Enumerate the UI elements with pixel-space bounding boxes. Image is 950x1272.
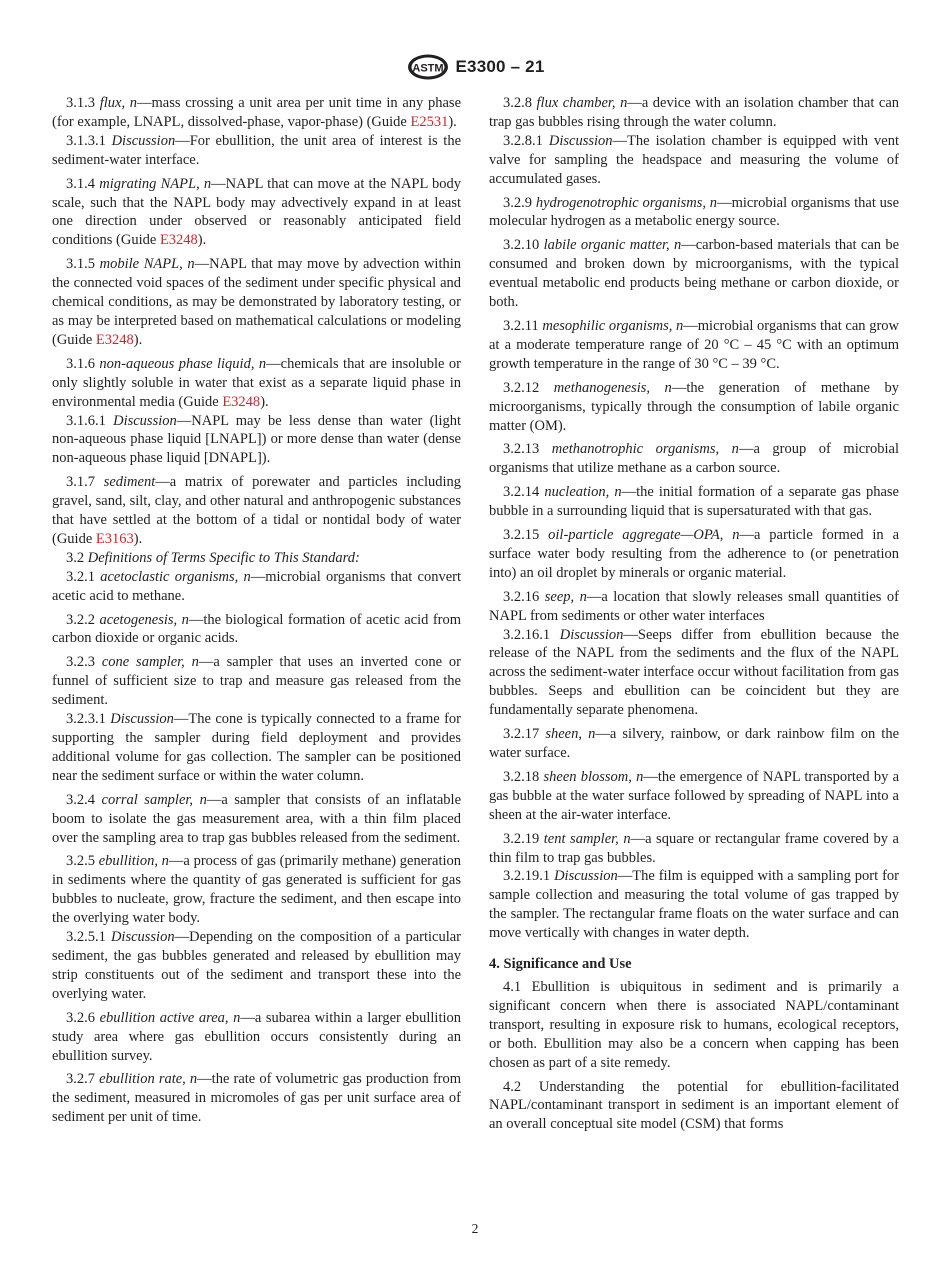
- paragraph-text: —microbial organisms that convert acetic acid to methane.: [52, 568, 462, 604]
- definition-paragraph: [52, 255, 461, 350]
- page-number: 2: [471, 1221, 479, 1236]
- definition-paragraph: [52, 412, 461, 469]
- paragraph-text: —Seeps differ from ebullition because the release of the NAPL from the sediments and the flux of the NAPL across the sediment-water interface occur without facilitation from gas bubbles. Seeps and ebullition can be coincident but they are fundamentally separate phenomena.: [489, 626, 900, 719]
- left-column: [52, 94, 461, 1127]
- defined-term: tent sampler, n: [543, 830, 631, 847]
- paragraph-text: 3.1.6.1: [66, 412, 114, 429]
- defined-term: ebullition rate, n: [99, 1071, 198, 1088]
- paragraph-text: —a sampler that consists of an inflatable boom to isolate the gas measurement area, with a thin film placed over the sampling area to trap gas bubbles released from the sediment.: [52, 791, 461, 846]
- paragraph-4-2: 4.2 Understanding the potential for ebullition-facilitated NAPL/contaminant transport in sediment is an important element of an overall conceptual site model (CSM) that forms: [489, 1078, 899, 1133]
- defined-term: sheen blossom, n: [543, 768, 644, 785]
- definition-paragraph: [489, 483, 899, 521]
- paragraph-text: —a device with an isolation chamber that can trap gas bubbles rising through the water column.: [489, 95, 899, 130]
- paragraph-text: 3.2.7: [66, 1071, 100, 1088]
- defined-term: Discussion: [559, 626, 624, 643]
- definition-paragraph: [489, 768, 899, 825]
- paragraph-text: 3.2.16.1: [503, 626, 560, 643]
- definition-paragraph: [489, 526, 899, 583]
- paragraph-text: 3.2.5.1: [66, 929, 111, 946]
- paragraph-text: 3.1.3.1: [66, 132, 112, 149]
- definition-paragraph: [489, 440, 899, 478]
- paragraph-text: —The isolation chamber is equipped with vent valve for sampling the headspace and measuring the volume of accumulated gases.: [489, 132, 899, 187]
- defined-term: methanotrophic organisms, n: [551, 441, 739, 458]
- paragraph-text: —the emergence of NAPL transported by a gas bubble at the water surface followed by spreading of NAPL into a sheen at the air-water interface.: [489, 768, 900, 823]
- paragraph-text: 3.2.17: [503, 726, 546, 743]
- paragraph-text: 3.2.2: [66, 611, 100, 628]
- paragraph-text: —a matrix of porewater and particles including gravel, sand, silt, clay, and other natural and anthropogenic substances that have settled at the bottom of a tidal or nontidal body of water (Guide: [52, 474, 461, 547]
- defined-term: hydrogenotrophic organisms, n: [535, 194, 718, 211]
- defined-term: ebullition, n: [98, 853, 169, 870]
- paragraph-text: —NAPL that may move by advection within the connected void spaces of the sediment under specific physical and chemical conditions, as may be demonstrated by laboratory testing, or as may be interpreted based on mathematical calculations or modeling (Guide: [52, 256, 462, 348]
- definition-paragraph: [52, 653, 461, 710]
- right-column-definitions: [489, 94, 899, 943]
- paragraph-text: 3.2.4: [66, 791, 102, 808]
- paragraph-text: 3.2.15: [503, 527, 549, 544]
- paragraph-text: 3.2.16: [503, 588, 545, 605]
- defined-term: labile organic matter, n: [543, 237, 682, 254]
- paragraph-text: 3.2: [66, 549, 88, 566]
- paragraph-text: 3.2.18: [503, 768, 544, 785]
- definition-paragraph: [52, 94, 461, 132]
- defined-term: ebullition active area, n: [99, 1009, 241, 1026]
- defined-term: Discussion: [113, 412, 177, 429]
- defined-term: non-aqueous phase liquid, n: [99, 355, 267, 372]
- paragraph-text: 3.2.14: [503, 484, 545, 501]
- paragraph-text: —The film is equipped with a sampling port for sample collection and measuring the total volume of gas trapped by the sampler. The rectangular frame floats on the water surface and can move vertically with changes in water depth.: [489, 868, 900, 942]
- paragraph-text: —a particle formed in a surface water body resulting from the adherence to (or penetration into) an oil droplet by minerals or organic material.: [489, 527, 900, 581]
- definition-paragraph: [489, 830, 899, 868]
- definition-paragraph: [52, 132, 461, 170]
- definition-paragraph: [52, 1070, 461, 1127]
- definition-paragraph: [52, 175, 461, 251]
- paragraph-text: —chemicals that are insoluble or only slightly soluble in water that exist as a separate liquid phase in environmental media (Guide: [52, 355, 461, 410]
- paragraph-text: 3.1.7: [66, 474, 104, 491]
- paragraph-text: 3.1.3: [66, 95, 100, 111]
- paragraph-text: ).: [260, 393, 269, 410]
- right-column: [489, 94, 899, 1134]
- defined-term: seep, n: [544, 588, 587, 605]
- section-heading: 4. Significance and Use: [489, 956, 632, 973]
- paragraph-text: ).: [133, 530, 143, 547]
- paragraph-text: ).: [197, 232, 207, 249]
- defined-term: oil-particle aggregate—OPA, n: [548, 527, 740, 544]
- paragraph-text: 3.2.3: [66, 654, 102, 671]
- paragraph-text: 3.2.11: [503, 317, 543, 334]
- paragraph-text: 3.2.5: [66, 853, 99, 870]
- definition-paragraph: [489, 317, 899, 374]
- definition-paragraph: [52, 473, 461, 549]
- paragraph-text: —NAPL that can move at the NAPL body scale, such that the NAPL body may advectively expand in at least one direction under observed or reasonably anticipated field conditions (Guide: [52, 175, 461, 249]
- paragraph-text: —a subarea within a larger ebullition study area where gas ebullition occurs consistently during an ebullition survey.: [52, 1009, 461, 1064]
- paragraph-text: ).: [133, 331, 143, 348]
- paragraph-text: —a location that slowly releases small quantities of NAPL from sediments or other water interfaces: [489, 588, 900, 624]
- definition-paragraph: [489, 588, 899, 626]
- defined-term: flux, n: [99, 95, 138, 111]
- paragraph-text: 3.2.8: [503, 95, 537, 111]
- paragraph-text: —microbial organisms that use molecular hydrogen as a metabolic energy source.: [489, 194, 900, 230]
- definition-paragraph: [52, 1009, 461, 1066]
- paragraph-text: —For ebullition, the unit area of interest is the sediment-water interface.: [52, 132, 462, 168]
- defined-term: sheen, n: [545, 726, 596, 743]
- paragraph-text: 3.2.3.1: [66, 711, 111, 728]
- paragraph-4-1: 4.1 Ebullition is ubiquitous in sediment and is primarily a significant concern when there is associated NAPL/contaminant transport, resulting in exposure risk to humans, ecological receptors, or both. Ebullition may also be a concern when capping has been chosen as part of a site remedy.: [489, 978, 899, 1071]
- paragraph-text: —a square or rectangular frame covered by a thin film to trap gas bubbles.: [489, 830, 899, 866]
- defined-term: Discussion: [110, 929, 175, 946]
- defined-term: Discussion: [110, 711, 174, 728]
- definition-paragraph: [52, 549, 461, 568]
- paragraph-text: 3.2.19: [503, 830, 544, 847]
- paragraph-text: —the generation of methane by microorganisms, typically through the consumption of labile organic matter (OM).: [489, 379, 900, 434]
- paragraph-text: 3.2.19.1: [503, 868, 555, 885]
- paragraph-text: 3.2.13: [503, 441, 552, 458]
- definition-paragraph: [489, 132, 899, 189]
- definition-paragraph: [489, 236, 899, 312]
- definition-paragraph: [489, 94, 899, 132]
- page-header: [0, 52, 950, 82]
- defined-term: Discussion: [111, 132, 176, 149]
- defined-term: acetogenesis, n: [99, 611, 189, 628]
- defined-term: cone sampler, n: [101, 654, 199, 671]
- standard-reference-link[interactable]: E3248: [159, 232, 198, 249]
- definition-paragraph: [489, 194, 899, 232]
- paragraph-text: —Depending on the composition of a particular sediment, the gas bubbles generated and released by ebullition may strip constituents out of the sediment and transport these into the overlying water.: [52, 929, 462, 1002]
- defined-term: Discussion: [554, 868, 618, 885]
- definition-paragraph: [52, 355, 461, 412]
- paragraph-text: —carbon-based materials that can be consumed and broken down by microorganisms, with the typical eventual metabolic end products being methane or carbon dioxide, or both.: [489, 237, 900, 311]
- paragraph-text: 3.2.1: [66, 568, 101, 585]
- astm-logo-icon: [406, 53, 450, 81]
- definition-paragraph: [52, 710, 461, 786]
- standard-reference-link[interactable]: E3248: [95, 331, 134, 348]
- definition-paragraph: [52, 611, 461, 649]
- paragraph-text: —a process of gas (primarily methane) generation in sediments where the quantity of gas generated is sufficient for gas bubbles to nucleate, grow, fracture the sediment, and then escape into the overlying water body.: [52, 853, 461, 927]
- svg-text:ASTM: ASTM: [411, 62, 444, 75]
- definition-paragraph: [489, 626, 899, 721]
- definition-paragraph: [52, 852, 461, 928]
- defined-term: mobile NAPL, n: [99, 256, 195, 273]
- paragraph-text: —a sampler that uses an inverted cone or funnel of sufficient size to trap and measure gas released from the sediment.: [52, 654, 461, 709]
- paragraph-text: ).: [448, 113, 457, 130]
- paragraph-text: 3.2.10: [503, 237, 544, 254]
- defined-term: sediment: [103, 474, 156, 491]
- standard-reference-link[interactable]: E2531: [410, 113, 449, 130]
- definition-paragraph: [52, 791, 461, 848]
- defined-term: flux chamber, n: [536, 95, 628, 111]
- definition-paragraph: [52, 928, 461, 1004]
- paragraph-text: —NAPL may be less dense than water (light non-aqueous phase liquid [LNAPL]) or more dense than water (dense non-aqueous phase liquid [DNAPL]).: [52, 412, 462, 467]
- paragraph-text: 3.1.6: [66, 355, 100, 372]
- paragraph-text: —the initial formation of a separate gas phase bubble in a surrounding liquid that is supersaturated with that gas.: [489, 484, 899, 520]
- paragraph-text: —the rate of volumetric gas production from the sediment, measured in micromoles of gas per unit surface area of sediment per unit of time.: [52, 1071, 462, 1126]
- paragraph-text: 3.2.9: [503, 194, 536, 211]
- paragraph-text: 3.2.8.1: [503, 132, 549, 149]
- defined-term: migrating NAPL, n: [99, 175, 212, 192]
- paragraph-text: 3.2.6: [66, 1009, 100, 1026]
- standard-reference-link[interactable]: E3248: [222, 393, 261, 410]
- standard-reference-link[interactable]: E3163: [95, 530, 134, 547]
- definition-paragraph: [489, 725, 899, 763]
- paragraph-text: —a group of microbial organisms that utilize methane as a carbon source.: [489, 441, 899, 477]
- defined-term: Definitions of Terms Specific to This Standard:: [87, 549, 360, 566]
- defined-term: Discussion: [548, 132, 613, 149]
- defined-term: methanogenesis, n: [553, 379, 672, 396]
- paragraph-text: —the biological formation of acetic acid from carbon dioxide or organic acids.: [52, 611, 461, 647]
- paragraph-text: 3.1.5: [66, 256, 100, 273]
- paragraph-text: 3.2.12: [503, 379, 554, 396]
- definition-paragraph: [489, 379, 899, 436]
- paragraph-text: 3.1.4: [66, 175, 100, 192]
- defined-term: acetoclastic organisms, n: [100, 568, 251, 585]
- paragraph-text: —a silvery, rainbow, or dark rainbow film on the water surface.: [489, 726, 900, 761]
- definition-paragraph: [52, 568, 461, 606]
- standard-designation: E3300 – 21: [455, 57, 545, 76]
- paragraph-text: —mass crossing a unit area per unit time in any phase (for example, LNAPL, dissolved-phase, vapor-phase) (Guide: [52, 95, 462, 130]
- defined-term: nucleation, n: [544, 484, 622, 501]
- paragraph-text: —microbial organisms that can grow at a moderate temperature range of 20 °C – 45 °C with an optimum growth temperature in the range of 30 °C – 39 °C.: [489, 317, 899, 372]
- definition-paragraph: [489, 867, 899, 943]
- defined-term: mesophilic organisms, n: [542, 317, 684, 334]
- paragraph-text: —The cone is typically connected to a frame for supporting the sampler during field deployment and provides additional volume for gas collection. The sampler can be positioned near the sediment surface or within the water column.: [52, 711, 461, 784]
- defined-term: corral sampler, n: [101, 791, 207, 808]
